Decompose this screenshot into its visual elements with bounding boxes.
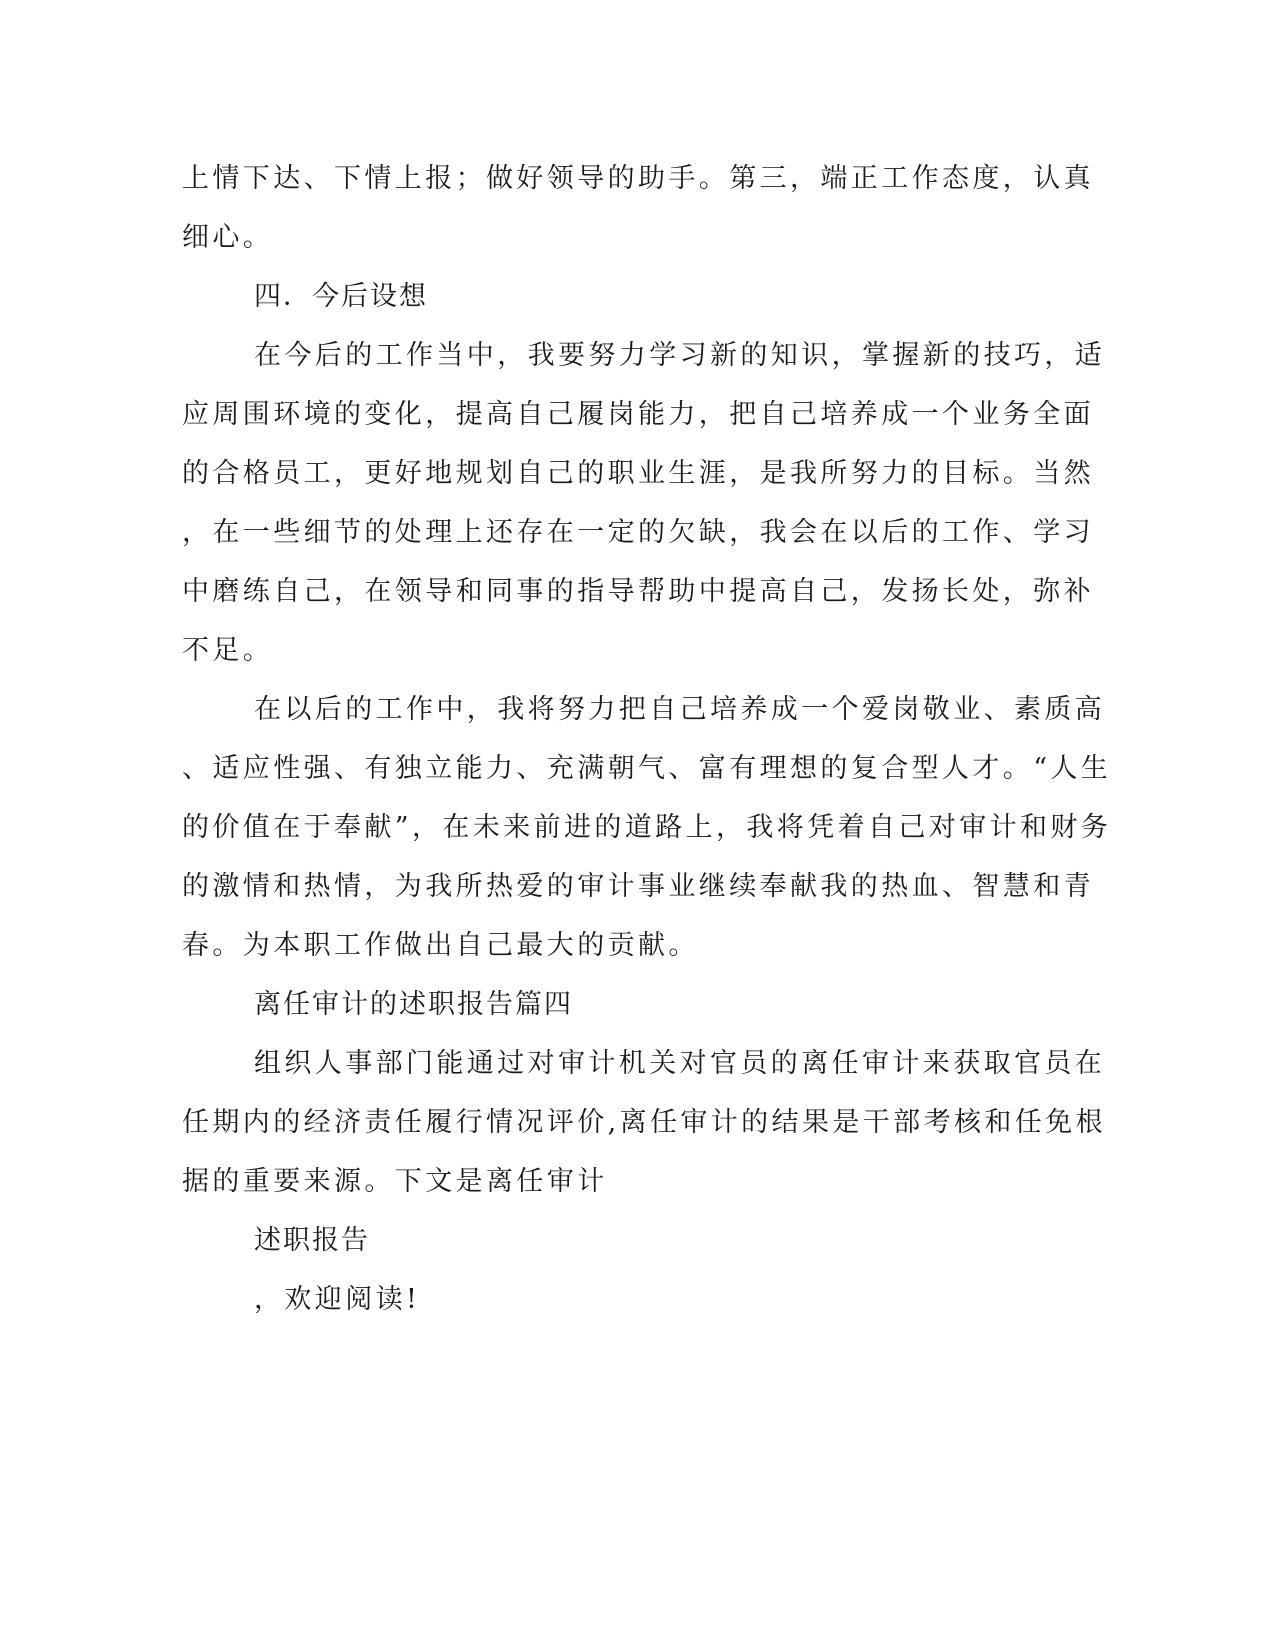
paragraph-line: 的合格员工，更好地规划自己的职业生涯，是我所努力的目标。当然 [182, 458, 1094, 489]
paragraph-line: 细心。 [182, 222, 274, 253]
paragraph-line: 组织人事部门能通过对审计机关对官员的离任审计来获取官员在 [254, 1048, 1106, 1079]
paragraph-line: 应周围环境的变化，提高自己履岗能力，把自己培养成一个业务全面 [182, 399, 1094, 430]
paragraph-line: ，在一些细节的处理上还存在一定的欠缺，我会在以后的工作、学习 [182, 517, 1094, 548]
paragraph-line: 不足。 [182, 635, 274, 666]
paragraph-line: 在今后的工作当中，我要努力学习新的知识，掌握新的技巧，适 [254, 340, 1106, 371]
paragraph-line: 上情下达、下情上报；做好领导的助手。第三，端正工作态度，认真 [182, 163, 1094, 194]
paragraph-line: 中磨练自己，在领导和同事的指导帮助中提高自己，发扬长处，弥补 [182, 576, 1094, 607]
paragraph-line: 据的重要来源。下文是离任审计 [182, 1166, 608, 1197]
paragraph-line: 任期内的经济责任履行情况评价,离任审计的结果是干部考核和任免根 [182, 1107, 1106, 1138]
section-heading: 离任审计的述职报告篇四 [254, 989, 573, 1020]
paragraph-line: 的激情和热情，为我所热爱的审计事业继续奉献我的热血、智慧和青 [182, 871, 1094, 902]
paragraph-line: 春。为本职工作做出自己最大的贡献。 [182, 930, 699, 961]
paragraph-line: 、适应性强、有独立能力、充满朝气、富有理想的复合型人才。“人生 [182, 753, 1112, 784]
paragraph-line: 的价值在于奉献”，在未来前进的道路上，我将凭着自己对审计和财务 [182, 812, 1112, 843]
paragraph-line: ，欢迎阅读! [254, 1284, 421, 1315]
paragraph-line: 在以后的工作中，我将努力把自己培养成一个爱岗敬业、素质高 [254, 694, 1106, 725]
paragraph-line: 述职报告 [254, 1225, 370, 1256]
section-heading: 四．今后设想 [254, 281, 428, 312]
